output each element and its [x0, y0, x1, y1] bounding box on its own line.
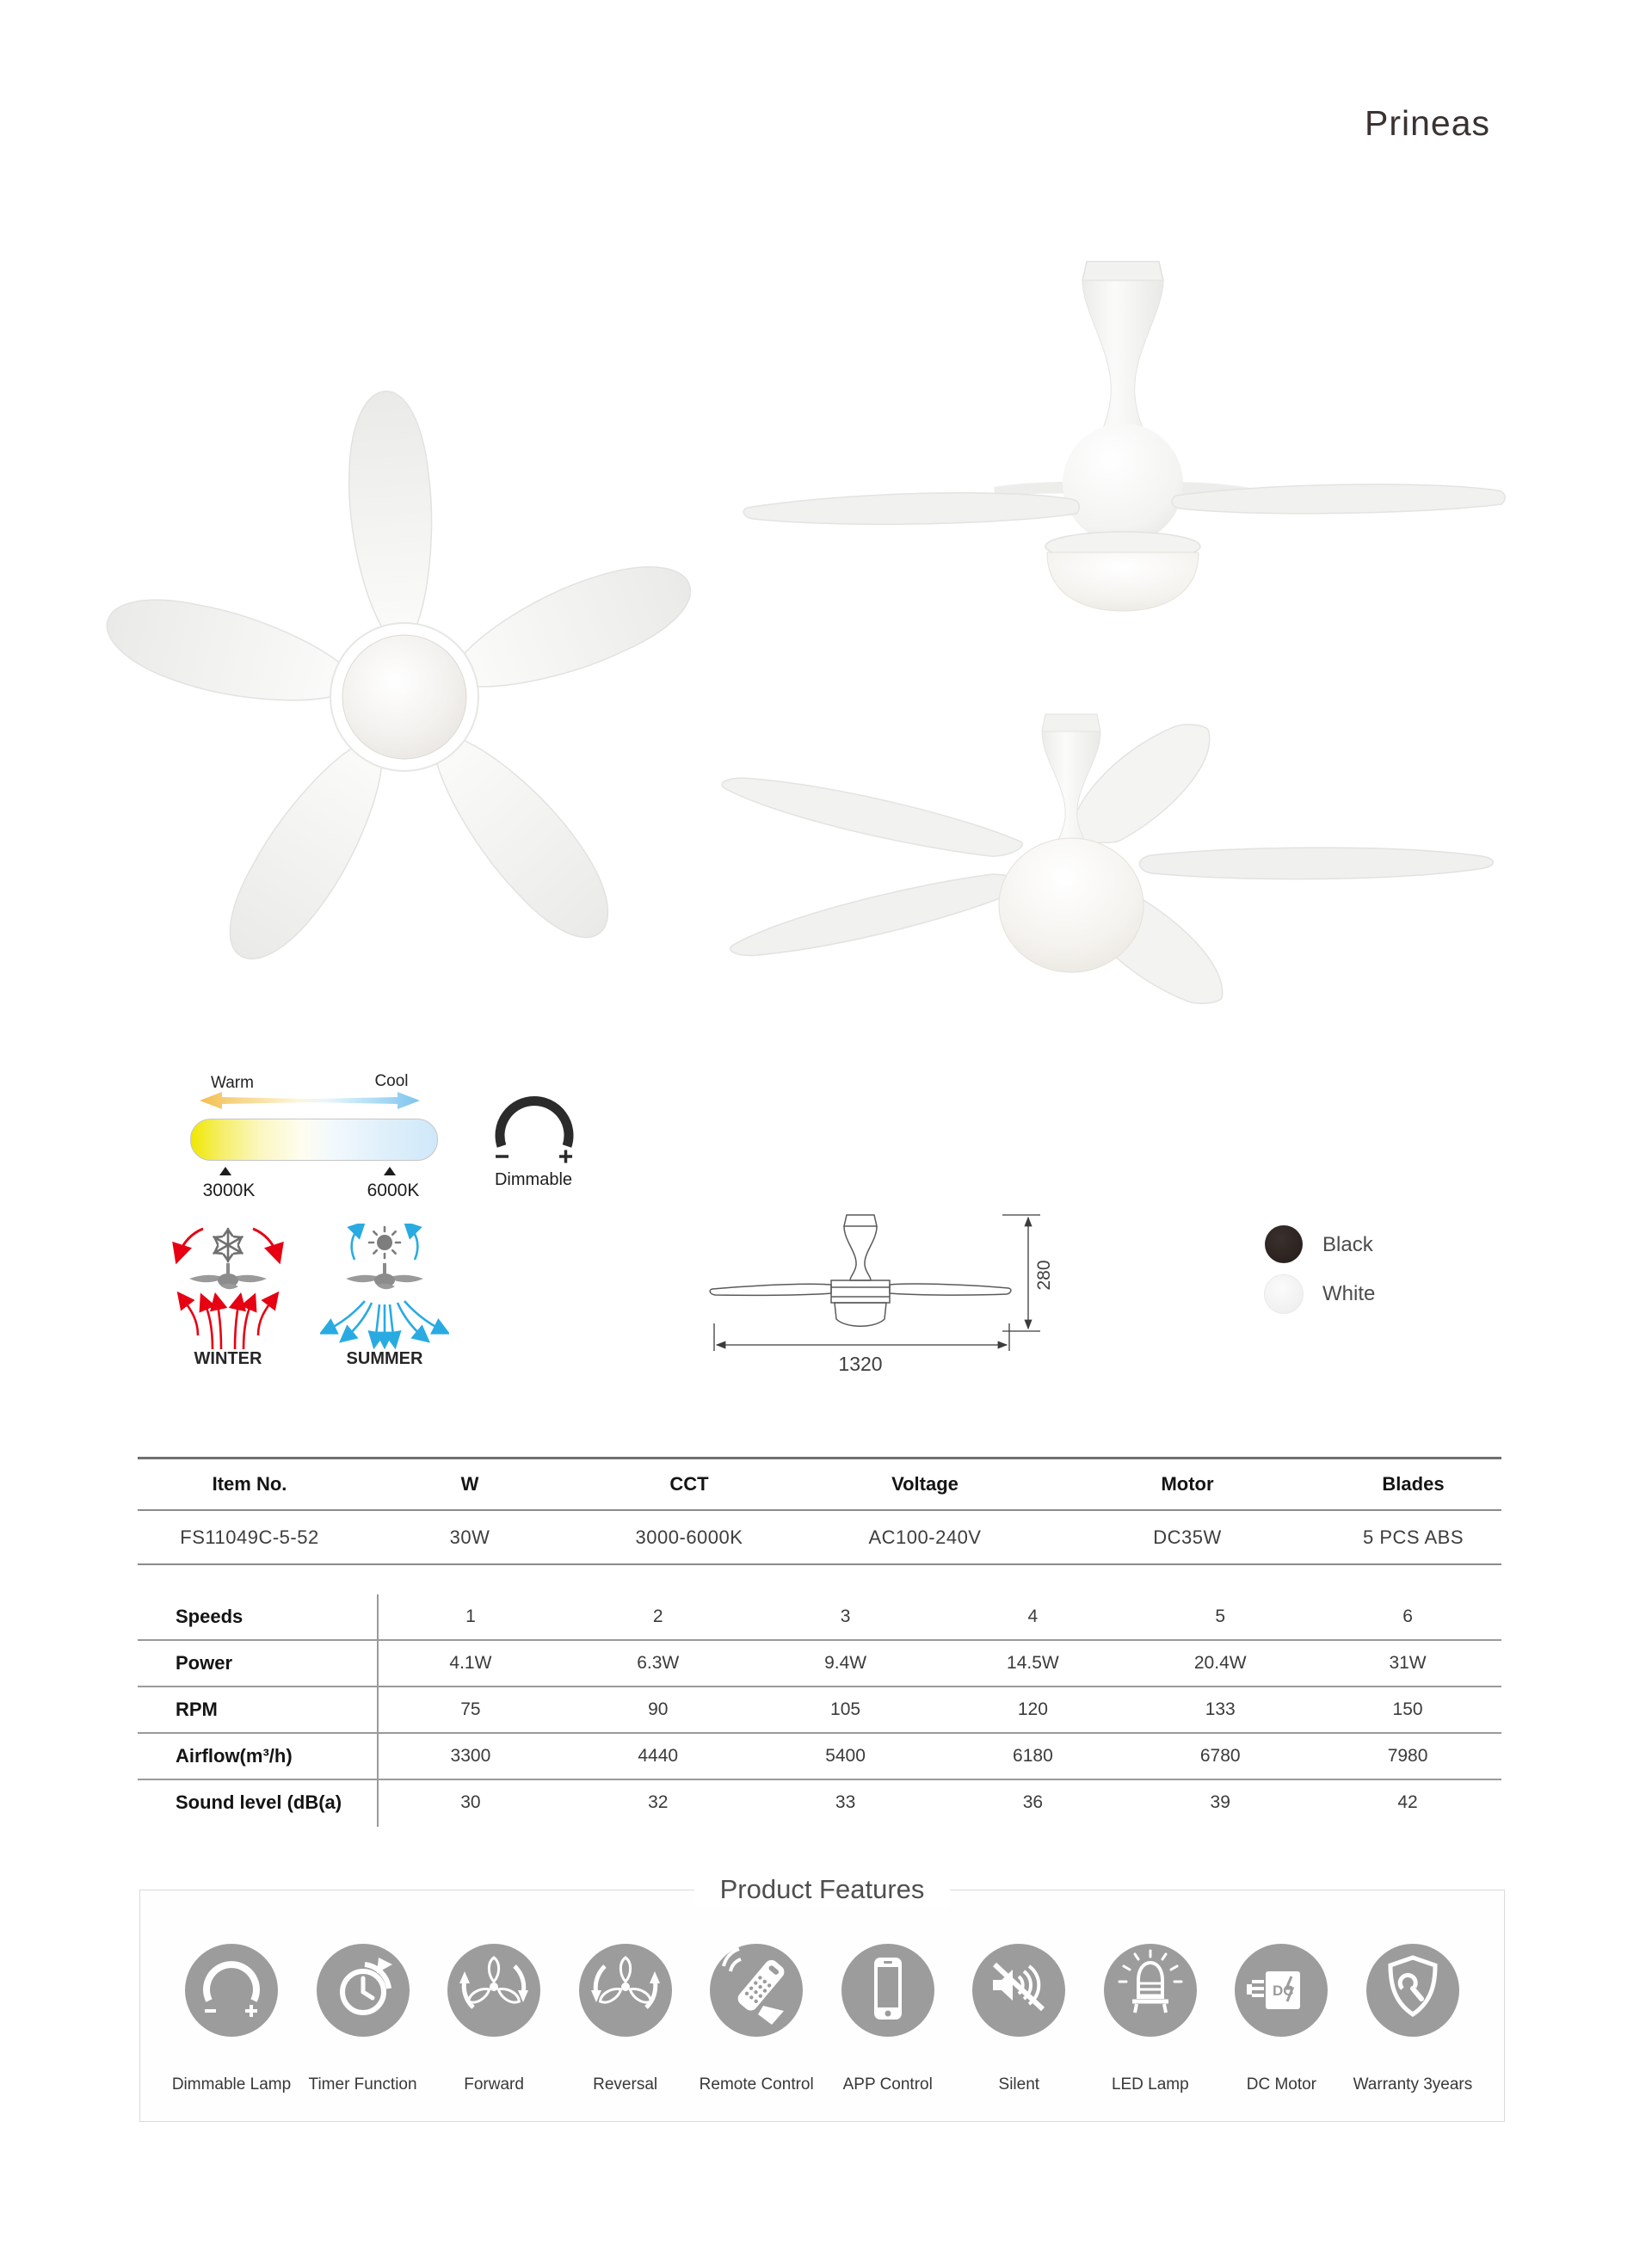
speed-cell: 5 [1215, 1606, 1226, 1626]
cct-warm-label: Warm [211, 1074, 254, 1092]
speed-cell: 1 [465, 1606, 476, 1626]
spec-table-data-row [138, 1511, 1501, 1565]
spec-value-w: 30W [449, 1526, 490, 1548]
speed-cell: 7980 [1387, 1746, 1428, 1766]
speed-cell: 5400 [825, 1746, 866, 1766]
speed-cell: 105 [830, 1699, 861, 1719]
speed-row-label: Sound level (dB(a) [176, 1791, 342, 1813]
speed-cell: 6180 [1013, 1746, 1053, 1766]
speed-row-sound [138, 1780, 1501, 1825]
product-features-section [139, 1874, 1505, 2122]
speed-row-label: RPM [176, 1699, 218, 1720]
speed-cell: 4 [1027, 1606, 1039, 1626]
feature-label: Remote Control [699, 2075, 814, 2094]
feature-label: Silent [998, 2075, 1040, 2094]
feature-dc-motor [1221, 1944, 1341, 2094]
speed-cell: 9.4W [824, 1653, 867, 1673]
speed-row-airflow [138, 1734, 1501, 1780]
cct-gradient-bar [190, 1119, 438, 1161]
speed-cell: 120 [1017, 1699, 1048, 1719]
features-row [171, 1944, 1473, 2094]
feature-label: Reversal [593, 2075, 658, 2094]
feature-label: Warranty 3years [1353, 2075, 1473, 2094]
feature-forward [434, 1944, 554, 2094]
summer-label: SUMMER [346, 1349, 423, 1368]
speed-table-divider [377, 1594, 379, 1827]
feature-label: Forward [464, 2075, 524, 2094]
dc-text: DC [1273, 1983, 1294, 1999]
speed-cell: 39 [1210, 1792, 1230, 1812]
speed-cell: 75 [460, 1699, 481, 1719]
dimmer-arc-icon [487, 1095, 582, 1163]
cct-cool-label: Cool [374, 1072, 409, 1090]
speed-row-label: Power [176, 1652, 233, 1674]
cct-marker-3000k [219, 1167, 231, 1175]
feature-label: APP Control [842, 2075, 933, 2094]
spec-header-w: W [460, 1473, 479, 1495]
speed-row-rpm [138, 1687, 1501, 1734]
spec-table [138, 1457, 1501, 1565]
spec-value-blades: 5 PCS ABS [1362, 1526, 1464, 1548]
remote-control-icon [710, 1944, 803, 2037]
feature-dimmable-lamp [171, 1944, 292, 2094]
spec-table-header-row [138, 1459, 1501, 1511]
spec-header-item-no: Item No. [212, 1473, 287, 1495]
shield-wrench-icon [1366, 1944, 1459, 2037]
cct-max-label: 6000K [367, 1181, 420, 1200]
timer-icon [317, 1944, 410, 2037]
black-color-swatch [1265, 1225, 1303, 1263]
speed-cell: 32 [648, 1792, 669, 1812]
page-title: Prineas [1365, 103, 1491, 143]
speed-row-label: Airflow(m³/h) [176, 1745, 293, 1767]
muted-speaker-icon [972, 1944, 1065, 2037]
feature-label: LED Lamp [1111, 2075, 1189, 2094]
led-lamp-icon [1104, 1944, 1197, 2037]
feature-reversal [565, 1944, 686, 2094]
winter-airflow-icon [163, 1224, 293, 1354]
feature-app-control [828, 1944, 948, 2094]
speed-cell: 4.1W [449, 1653, 492, 1673]
speed-cell: 42 [1397, 1792, 1418, 1812]
speed-cell: 3300 [450, 1746, 491, 1766]
speed-cell: 133 [1205, 1699, 1236, 1719]
dc-motor-icon [1235, 1944, 1328, 2037]
feature-warranty [1353, 1944, 1473, 2094]
height-dimension-label: 280 [1034, 1260, 1054, 1291]
feature-silent [959, 1944, 1079, 2094]
spec-value-cct: 3000-6000K [635, 1526, 743, 1548]
width-dimension-label: 1320 [838, 1353, 883, 1375]
speed-row-power [138, 1641, 1501, 1687]
speed-cell: 150 [1392, 1699, 1423, 1719]
speed-cell: 2 [652, 1606, 663, 1626]
spec-value-item-no: FS11049C-5-52 [180, 1526, 319, 1548]
reverse-rotation-icon [579, 1944, 672, 2037]
speed-cell: 14.5W [1007, 1653, 1059, 1673]
speed-cell: 6780 [1199, 1746, 1241, 1766]
spec-header-voltage: Voltage [891, 1473, 959, 1495]
speed-cell: 90 [648, 1699, 669, 1719]
feature-remote-control [696, 1944, 817, 2094]
dimmer-icon [185, 1944, 278, 2037]
winter-label: WINTER [194, 1349, 262, 1368]
feature-label: Dimmable Lamp [171, 2075, 292, 2094]
speed-cell: 31W [1389, 1653, 1427, 1673]
speed-cell: 6 [1402, 1606, 1413, 1626]
speed-cell: 6.3W [637, 1653, 680, 1673]
fan-side-view-image [736, 250, 1510, 620]
speed-cell: 30 [460, 1792, 481, 1812]
speed-table [138, 1594, 1501, 1825]
dimmable-label: Dimmable [494, 1170, 573, 1189]
smartphone-icon [841, 1944, 934, 2037]
spec-header-cct: CCT [669, 1473, 709, 1495]
feature-label: Timer Function [308, 2075, 417, 2094]
black-color-label: Black [1322, 1233, 1373, 1256]
white-color-swatch [1264, 1274, 1304, 1314]
speed-cell: 20.4W [1193, 1653, 1247, 1673]
feature-label: DC Motor [1246, 2075, 1317, 2094]
fan-angle-view-image [632, 688, 1519, 1050]
spec-value-voltage: AC100-240V [868, 1526, 982, 1548]
speed-row-speeds [138, 1594, 1501, 1641]
speed-cell: 4440 [638, 1746, 679, 1766]
speed-row-label: Speeds [176, 1606, 243, 1627]
spec-header-blades: Blades [1382, 1473, 1445, 1495]
cct-marker-6000k [384, 1167, 396, 1175]
feature-led-lamp [1090, 1944, 1211, 2094]
speed-cell: 36 [1022, 1792, 1044, 1812]
spec-value-motor: DC35W [1153, 1526, 1222, 1548]
speed-cell: 33 [835, 1792, 856, 1812]
summer-airflow-icon [320, 1224, 449, 1354]
forward-rotation-icon [447, 1944, 540, 2037]
warm-cool-arrow-icon [198, 1089, 422, 1112]
white-color-label: White [1322, 1282, 1376, 1305]
feature-timer-function [303, 1944, 423, 2094]
features-title: Product Features [694, 1872, 951, 1908]
spec-header-motor: Motor [1161, 1473, 1214, 1495]
speed-cell: 3 [840, 1606, 851, 1626]
cct-min-label: 3000K [202, 1181, 256, 1200]
